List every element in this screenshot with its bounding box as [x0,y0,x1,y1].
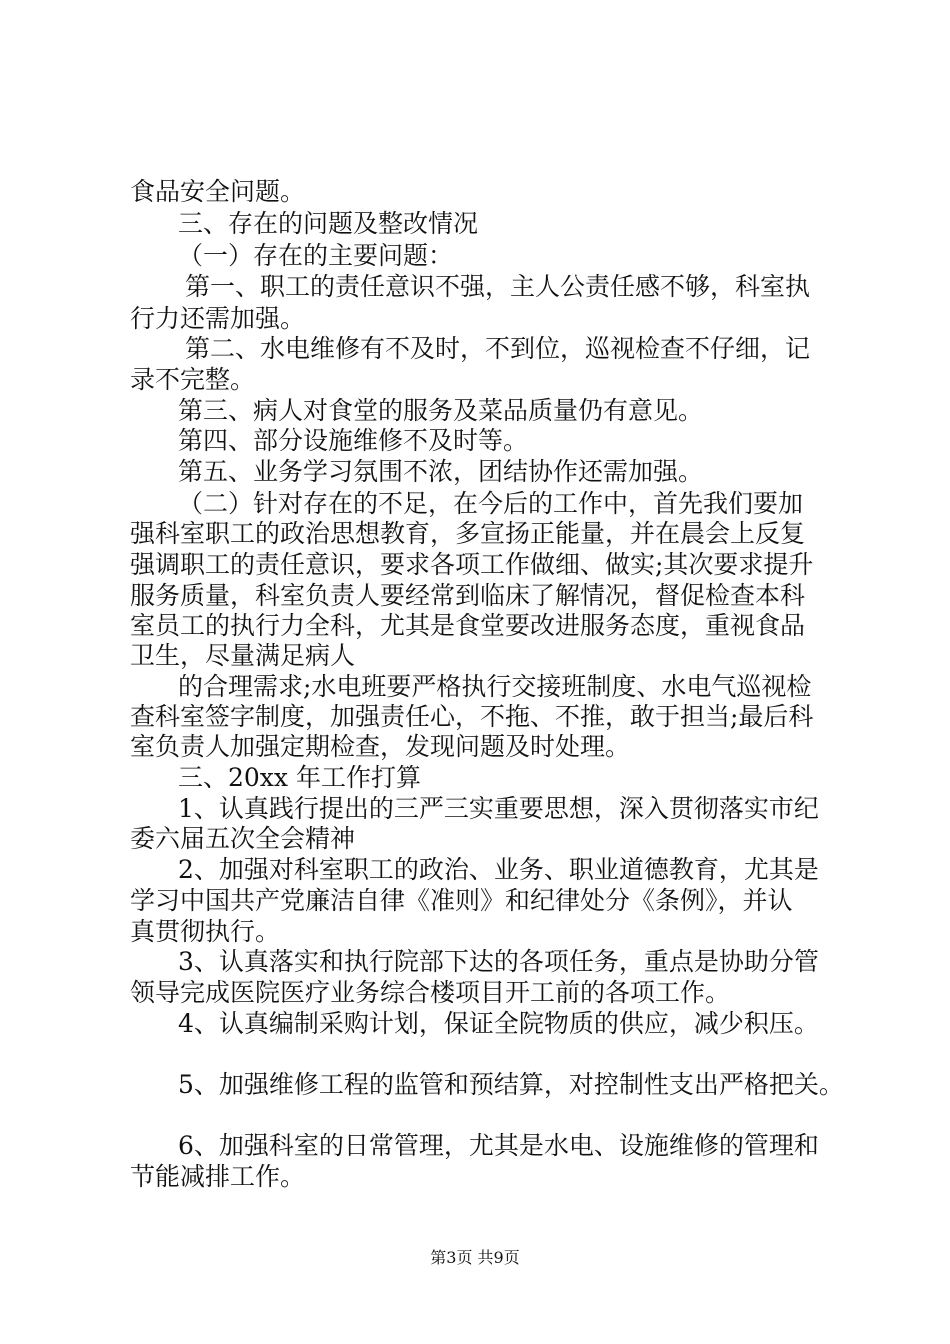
paragraph-line: 强调职工的责任意识，要求各项工作做细、做实;其次要求提升 [130,550,814,579]
paragraph-line: 第二、水电维修有不及时，不到位，巡视检查不仔细，记 [185,334,811,363]
paragraph-line: 第五、业务学习氛围不浓，团结协作还需加强。 [178,457,704,486]
paragraph-line: 第三、病人对食堂的服务及菜品质量仍有意见。 [178,396,704,425]
paragraph-line: 录不完整。 [130,365,256,394]
paragraph-line: 领导完成医院医疗业务综合楼项目开工前的各项工作。 [130,978,731,1007]
paragraph-line: 第四、部分设施维修不及时等。 [178,426,529,455]
paragraph-line: 学习中国共产党廉洁自律《准则》和纪律处分《条例》，并认 [130,886,793,915]
paragraph-line: 室负责人加强定期检查，发现问题及时处理。 [130,732,631,761]
paragraph-line: 5、加强维修工程的监管和预结算，对控制性支出严格把关。 [178,1070,844,1099]
paragraph-line: 服务质量，科室负责人要经常到临床了解情况，督促检查本科 [130,581,806,610]
section-heading: 三、存在的问题及整改情况 [178,209,479,238]
page-number-footer: 第3页 共9页 [430,1248,520,1267]
paragraph-line: 真贯彻执行。 [130,917,281,946]
paragraph-line: 1、认真践行提出的三严三实重要思想，深入贯彻落实市纪 [178,794,819,823]
paragraph-line: 卫生，尽量满足病人 [130,641,356,670]
paragraph-line: 食品安全问题。 [130,177,306,206]
paragraph-line: 节能减排工作。 [130,1162,306,1191]
paragraph-line: 第一、职工的责任意识不强，主人公责任感不够，科室执 [185,272,811,301]
subsection-heading: （一）存在的主要问题： [178,241,454,270]
paragraph-line: （二）针对存在的不足，在今后的工作中，首先我们要加 [178,489,804,518]
paragraph-line: 4、认真编制采购计划，保证全院物质的供应，减少积压。 [178,1009,819,1038]
paragraph-line: 的合理需求;水电班要严格执行交接班制度、水电气巡视检 [178,672,812,701]
paragraph-line: 行力还需加强。 [130,304,306,333]
section-heading: 三、20xx 年工作打算 [178,763,421,792]
paragraph-line: 2、加强对科室职工的政治、业务、职业道德教育，尤其是 [178,855,819,884]
paragraph-line: 3、认真落实和执行院部下达的各项任务，重点是协助分管 [178,947,819,976]
paragraph-line: 6、加强科室的日常管理，尤其是水电、设施维修的管理和 [178,1131,819,1160]
paragraph-line: 委六届五次全会精神 [130,824,356,853]
paragraph-line: 室员工的执行力全科，尤其是食堂要改进服务态度，重视食品 [130,611,806,640]
paragraph-line: 强科室职工的政治思想教育，多宣扬正能量，并在晨会上反复 [130,519,806,548]
paragraph-line: 查科室签字制度，加强责任心，不拖、不推，敢于担当;最后科 [130,702,814,731]
